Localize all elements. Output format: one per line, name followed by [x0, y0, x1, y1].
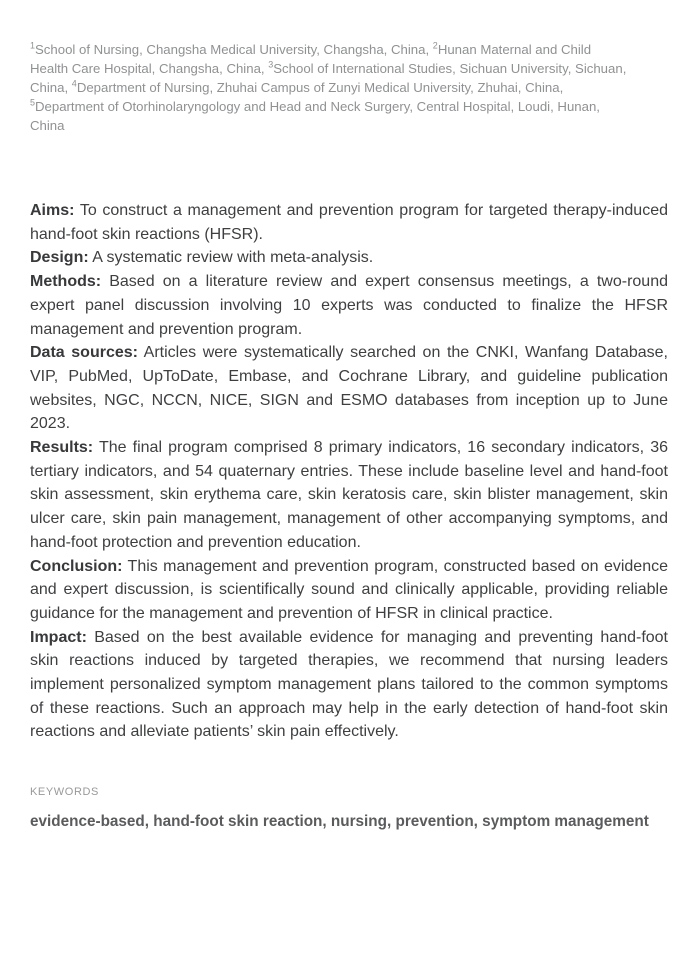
affiliation-marker: 3 — [268, 59, 274, 70]
abstract-section-label: Design: — [30, 249, 89, 267]
abstract-section-aims: Aims: To construct a management and prevention program for targeted therapy-induced hand-foot skin reactions (HFSR). — [30, 202, 668, 243]
abstract-section-impact: Impact: Based on the best available evidence for managing and preventing hand-foot skin reactions induced by targeted therapies, we recommend that nursing leaders implement personalized symptom management plans tailored to the common symptoms of these reactions. Such an approach may help in the early detection of hand-foot skin reactions and alleviate patients’ skin pain effectively. — [30, 628, 668, 741]
author-affiliations: $^1$School of Nursing, Changsha Medical University, Changsha, China, $^2$Hunan Maternal and Child Health Care Hospital, Changsha, China, $^3$School of International Studies, Sichuan University, Sichuan, China, $^4$Department of Nursing, Zhuhai Campus of Zunyi Medical University, Zhuhai, China, $^5$Department of Otorhinolaryngology and Head and Neck Surgery, Central Hospital, Loudi, Hunan, China — [30, 40, 627, 133]
abstract-section-conclusion: Conclusion: This management and prevention program, constructed based on evidence and expert discussion, is scientifically sound and clinically applicable, providing reliable guidance for the management and prevention of HFSR in clinical practice. — [30, 557, 668, 622]
keywords-list: evidence-based, hand-foot skin reaction, nursing, prevention, symptom management — [30, 813, 649, 831]
abstract-section-label: Data sources: — [30, 344, 138, 362]
keywords-heading: KEYWORDS — [30, 786, 99, 799]
abstract-section-label: Aims: — [30, 202, 75, 219]
affiliation-marker: 4 — [71, 78, 77, 89]
abstract-section-methods: Methods: Based on a literature review and expert consensus meetings, a two-round expert panel discussion involving 10 experts was conducted to finalize the HFSR management and prevention program. — [30, 273, 668, 338]
abstract-section-results: Results: The final program comprised 8 primary indicators, 16 secondary indicators, 36 tertiary indicators, and 54 quaternary entries. These include baseline level and hand-foot skin assessment, skin erythema care, skin keratosis care, skin blister management, skin ulcer care, skin pain management, management of other accompanying symptoms, and hand-foot protection and prevention education. — [30, 439, 668, 551]
abstract-body — [30, 199, 668, 744]
affiliation-marker: 5 — [30, 97, 36, 108]
abstract-section-design: Design: A systematic review with meta-analysis. — [30, 249, 374, 267]
abstract-section-label: Results: — [30, 439, 94, 457]
abstract-section-label: Conclusion: — [30, 557, 123, 575]
affiliation-marker: 2 — [432, 40, 438, 51]
abstract-section-label: Methods: — [30, 273, 102, 291]
keywords-section — [30, 786, 668, 832]
abstract-section-data-sources: Data sources: Articles were systematically searched on the CNKI, Wanfang Database, VIP, PubMed, UpToDate, Embase, and Cochrane Library, and guideline publication websites, NGC, NCCN, NICE, SIGN and ESMO databases from inception up to June 2023. — [30, 344, 668, 433]
affiliation-marker: 1 — [30, 40, 36, 51]
abstract-section-label: Impact: — [30, 628, 87, 646]
